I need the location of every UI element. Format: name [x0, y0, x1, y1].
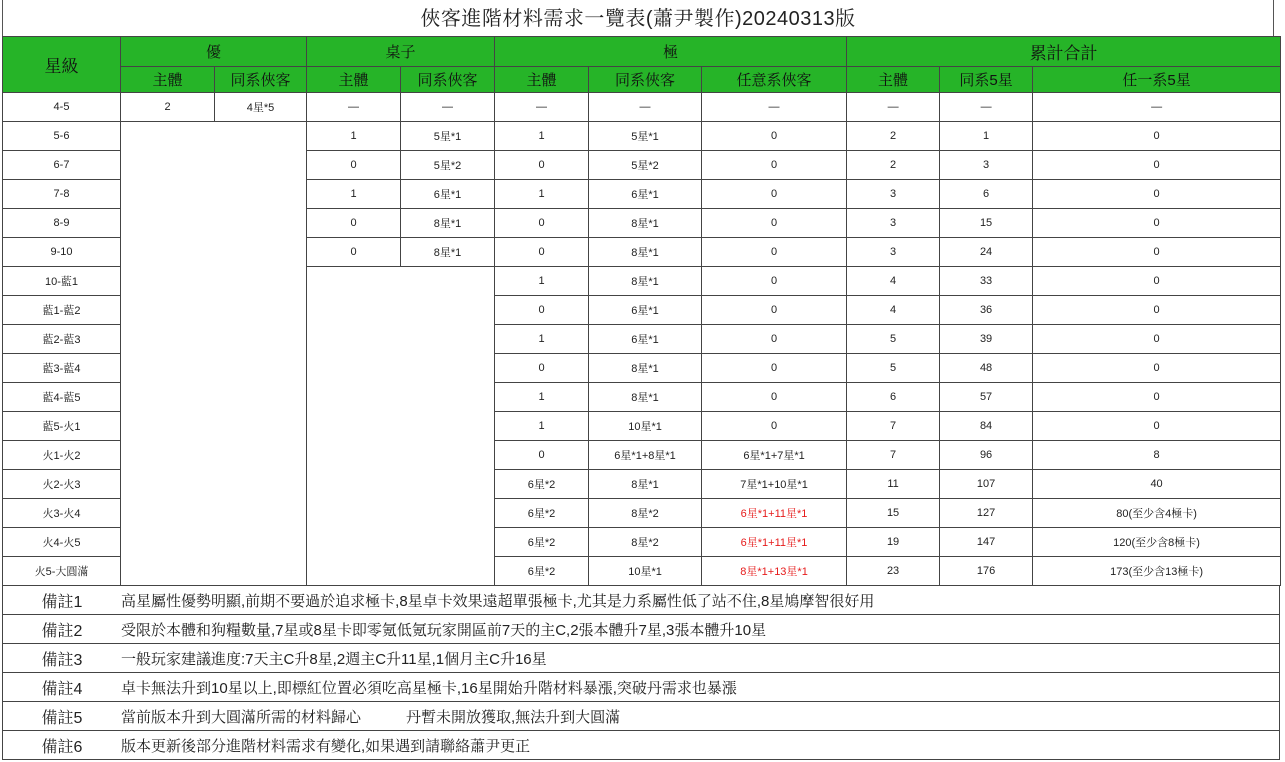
cum-main-cell: 2 — [847, 122, 940, 151]
level-cell: 火3-火4 — [3, 499, 121, 528]
cum-main-cell: 3 — [847, 180, 940, 209]
cum-main-cell: 4 — [847, 296, 940, 325]
ji-same-cell: 8星*2 — [589, 528, 702, 557]
ji-same-cell: 8星*1 — [589, 383, 702, 412]
level-cell: 火5-大圓滿 — [3, 557, 121, 586]
header-yu: 優 — [121, 37, 307, 67]
level-cell: 4-5 — [3, 93, 121, 122]
ji-main-cell: 6星*2 — [495, 470, 589, 499]
note-text: 受限於本體和狗糧數量,7星或8星卡即零氪低氪玩家開區前7天的主C,2張本體升7星,3張本體升10星 — [121, 621, 767, 639]
ji-main-cell: 1 — [495, 122, 589, 151]
ji-same-cell: 6星*1 — [589, 296, 702, 325]
level-cell: 藍1-藍2 — [3, 296, 121, 325]
note-row — [2, 586, 1280, 615]
header-cum-any5: 任一系5星 — [1033, 67, 1281, 93]
ji-main-cell: 0 — [495, 296, 589, 325]
header-yu-same: 同系俠客 — [215, 67, 307, 93]
ji-any-cell: 0 — [702, 325, 847, 354]
level-cell: 火2-火3 — [3, 470, 121, 499]
ji-same-cell: 8星*1 — [589, 354, 702, 383]
cum-any5-cell: 0 — [1033, 267, 1281, 296]
level-cell: 藍5-火1 — [3, 412, 121, 441]
ji-any-cell: 6星*1+11星*1 — [702, 528, 847, 557]
cum-any5-cell: 0 — [1033, 238, 1281, 267]
header-level: 星級 — [3, 37, 121, 93]
header-zhuozi: 桌子 — [307, 37, 495, 67]
ji-same-cell: 8星*1 — [589, 209, 702, 238]
cum-main-cell: 19 — [847, 528, 940, 557]
cum-any5-cell: 0 — [1033, 354, 1281, 383]
cum-same5-cell: 15 — [940, 209, 1033, 238]
cum-same5-cell: 48 — [940, 354, 1033, 383]
cum-any5-cell: — — [1033, 93, 1281, 122]
note-row — [2, 731, 1280, 760]
cum-main-cell: 7 — [847, 412, 940, 441]
cum-same5-cell: 39 — [940, 325, 1033, 354]
cum-main-cell: 15 — [847, 499, 940, 528]
cum-any5-cell: 8 — [1033, 441, 1281, 470]
ji-any-cell: 0 — [702, 354, 847, 383]
materials-table — [2, 36, 1281, 586]
cum-same5-cell: 107 — [940, 470, 1033, 499]
header-yu-main: 主體 — [121, 67, 215, 93]
header-zz-same: 同系俠客 — [401, 67, 495, 93]
note-label: 備註3 — [41, 651, 83, 669]
cum-main-cell: 5 — [847, 354, 940, 383]
ji-same-cell: 6星*1 — [589, 180, 702, 209]
ji-main-cell: 1 — [495, 412, 589, 441]
header-cumulative: 累計合計 — [847, 37, 1281, 67]
ji-main-cell: 0 — [495, 151, 589, 180]
header-zz-main: 主體 — [307, 67, 401, 93]
cum-main-cell: 7 — [847, 441, 940, 470]
ji-same-cell: 8星*1 — [589, 267, 702, 296]
cum-main-cell: 4 — [847, 267, 940, 296]
ji-main-cell: 0 — [495, 354, 589, 383]
ji-same-cell: 10星*1 — [589, 557, 702, 586]
zz-main-cell: 0 — [307, 209, 401, 238]
ji-same-cell: 8星*1 — [589, 238, 702, 267]
cum-same5-cell: 84 — [940, 412, 1033, 441]
cum-same5-cell: 127 — [940, 499, 1033, 528]
ji-main-cell: 1 — [495, 267, 589, 296]
ji-same-cell: 8星*1 — [589, 470, 702, 499]
cum-same5-cell: 36 — [940, 296, 1033, 325]
ji-any-cell: 7星*1+10星*1 — [702, 470, 847, 499]
yu-same-cell: 4星*5 — [215, 93, 307, 122]
ji-any-cell: 6星*1+11星*1 — [702, 499, 847, 528]
ji-any-cell: 8星*1+13星*1 — [702, 557, 847, 586]
zz-blank-cell — [307, 267, 495, 586]
ji-main-cell: 1 — [495, 325, 589, 354]
ji-any-cell: 0 — [702, 122, 847, 151]
zz-same-cell: 6星*1 — [401, 180, 495, 209]
zz-main-cell: — — [307, 93, 401, 122]
cum-same5-cell: 176 — [940, 557, 1033, 586]
zz-same-cell: — — [401, 93, 495, 122]
header-ji-main: 主體 — [495, 67, 589, 93]
cum-same5-cell: 96 — [940, 441, 1033, 470]
ji-main-cell: — — [495, 93, 589, 122]
note-label: 備註1 — [41, 593, 83, 611]
ji-any-cell: 0 — [702, 267, 847, 296]
ji-main-cell: 0 — [495, 238, 589, 267]
ji-any-cell: 6星*1+7星*1 — [702, 441, 847, 470]
cum-main-cell: 3 — [847, 238, 940, 267]
ji-any-cell: 0 — [702, 238, 847, 267]
ji-main-cell: 6星*2 — [495, 557, 589, 586]
cum-any5-cell: 0 — [1033, 122, 1281, 151]
note-row — [2, 673, 1280, 702]
ji-main-cell: 6星*2 — [495, 499, 589, 528]
cum-main-cell: 11 — [847, 470, 940, 499]
cum-same5-cell: — — [940, 93, 1033, 122]
yu-main-cell: 2 — [121, 93, 215, 122]
cum-any5-cell: 0 — [1033, 296, 1281, 325]
ji-same-cell: 5星*2 — [589, 151, 702, 180]
cum-same5-cell: 1 — [940, 122, 1033, 151]
level-cell: 藍3-藍4 — [3, 354, 121, 383]
table-row — [3, 122, 1281, 151]
cum-any5-cell: 0 — [1033, 180, 1281, 209]
cum-any5-cell: 0 — [1033, 209, 1281, 238]
ji-same-cell: 5星*1 — [589, 122, 702, 151]
note-label: 備註4 — [41, 680, 83, 698]
zz-same-cell: 5星*2 — [401, 151, 495, 180]
ji-any-cell: 0 — [702, 209, 847, 238]
level-cell: 5-6 — [3, 122, 121, 151]
sheet-title: 俠客進階材料需求一覽表(蕭尹製作)20240313版 — [2, 0, 1274, 36]
cum-main-cell: 2 — [847, 151, 940, 180]
cum-main-cell: 6 — [847, 383, 940, 412]
note-row — [2, 644, 1280, 673]
level-cell: 9-10 — [3, 238, 121, 267]
cum-any5-cell: 80(至少含4極卡) — [1033, 499, 1281, 528]
ji-main-cell: 6星*2 — [495, 528, 589, 557]
zz-same-cell: 8星*1 — [401, 209, 495, 238]
cum-any5-cell: 120(至少含8極卡) — [1033, 528, 1281, 557]
note-label: 備註6 — [41, 738, 83, 756]
cum-same5-cell: 33 — [940, 267, 1033, 296]
cum-same5-cell: 6 — [940, 180, 1033, 209]
level-cell: 10-藍1 — [3, 267, 121, 296]
ji-same-cell: 6星*1 — [589, 325, 702, 354]
note-text: 版本更新後部分進階材料需求有變化,如果遇到請聯絡蕭尹更正 — [121, 737, 531, 755]
level-cell: 火1-火2 — [3, 441, 121, 470]
cum-same5-cell: 3 — [940, 151, 1033, 180]
cum-any5-cell: 0 — [1033, 151, 1281, 180]
header-cum-main: 主體 — [847, 67, 940, 93]
cum-same5-cell: 147 — [940, 528, 1033, 557]
cum-any5-cell: 0 — [1033, 383, 1281, 412]
ji-any-cell: 0 — [702, 383, 847, 412]
cum-same5-cell: 57 — [940, 383, 1033, 412]
ji-same-cell: 6星*1+8星*1 — [589, 441, 702, 470]
note-text: 當前版本升到大圓滿所需的材料歸心 丹暫未開放獲取,無法升到大圓滿 — [121, 708, 621, 726]
ji-any-cell: 0 — [702, 296, 847, 325]
header-ji-same: 同系俠客 — [589, 67, 702, 93]
header-cum-same5: 同系5星 — [940, 67, 1033, 93]
ji-any-cell: 0 — [702, 412, 847, 441]
note-label: 備註2 — [41, 622, 83, 640]
cum-any5-cell: 0 — [1033, 325, 1281, 354]
ji-main-cell: 0 — [495, 209, 589, 238]
note-row — [2, 615, 1280, 644]
ji-same-cell: 8星*2 — [589, 499, 702, 528]
level-cell: 藍4-藍5 — [3, 383, 121, 412]
level-cell: 8-9 — [3, 209, 121, 238]
ji-any-cell: 0 — [702, 151, 847, 180]
note-text: 一般玩家建議進度:7天主C升8星,2週主C升11星,1個月主C升16星 — [121, 650, 547, 668]
ji-same-cell: — — [589, 93, 702, 122]
cum-main-cell: 3 — [847, 209, 940, 238]
ji-main-cell: 1 — [495, 383, 589, 412]
table-row — [3, 93, 1281, 122]
header-ji-any: 任意系俠客 — [702, 67, 847, 93]
zz-main-cell: 0 — [307, 238, 401, 267]
note-row — [2, 702, 1280, 731]
level-cell: 7-8 — [3, 180, 121, 209]
header-row-1 — [3, 37, 1281, 67]
yu-blank-cell — [121, 122, 307, 586]
notes-section — [2, 586, 1280, 760]
ji-main-cell: 0 — [495, 441, 589, 470]
cum-main-cell: 23 — [847, 557, 940, 586]
cum-main-cell: — — [847, 93, 940, 122]
cum-main-cell: 5 — [847, 325, 940, 354]
cum-same5-cell: 24 — [940, 238, 1033, 267]
cum-any5-cell: 40 — [1033, 470, 1281, 499]
note-label: 備註5 — [41, 709, 83, 727]
ji-any-cell: — — [702, 93, 847, 122]
note-text: 卓卡無法升到10星以上,即標紅位置必須吃高星極卡,16星開始升階材料暴漲,突破丹需求也暴漲 — [121, 679, 737, 697]
zz-main-cell: 0 — [307, 151, 401, 180]
zz-same-cell: 8星*1 — [401, 238, 495, 267]
level-cell: 藍2-藍3 — [3, 325, 121, 354]
zz-main-cell: 1 — [307, 122, 401, 151]
note-text: 高星屬性優勢明顯,前期不要過於追求極卡,8星卓卡效果遠超單張極卡,尤其是力系屬性低了站不住,8星鳩摩智很好用 — [121, 592, 875, 610]
level-cell: 6-7 — [3, 151, 121, 180]
ji-any-cell: 0 — [702, 180, 847, 209]
cum-any5-cell: 0 — [1033, 412, 1281, 441]
cum-any5-cell: 173(至少含13極卡) — [1033, 557, 1281, 586]
ji-main-cell: 1 — [495, 180, 589, 209]
header-ji: 極 — [495, 37, 847, 67]
zz-main-cell: 1 — [307, 180, 401, 209]
header-row-2 — [3, 67, 1281, 93]
ji-same-cell: 10星*1 — [589, 412, 702, 441]
level-cell: 火4-火5 — [3, 528, 121, 557]
zz-same-cell: 5星*1 — [401, 122, 495, 151]
